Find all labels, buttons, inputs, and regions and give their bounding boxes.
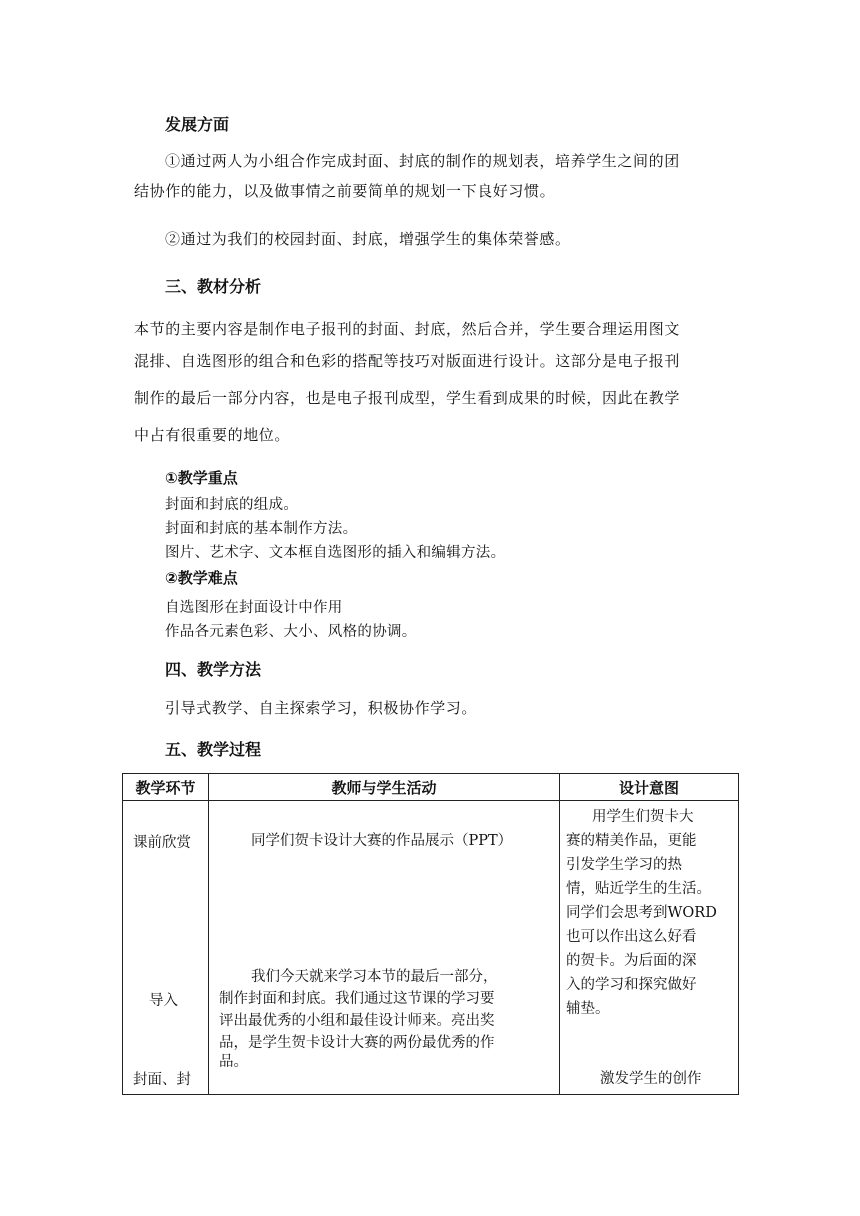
intent-text: 引发学生学习的热 [566, 857, 682, 873]
subheading-key-points: ①教学重点 [165, 469, 238, 487]
section-heading-process: 五、教学过程 [165, 740, 262, 759]
section-heading-materials: 三、教材分析 [165, 277, 262, 296]
section-heading-methods: 四、教学方法 [165, 660, 262, 679]
table-cell-activity [209, 801, 560, 1095]
table-header-cell: 设计意图 [560, 774, 739, 801]
list-item: 作品各元素色彩、大小、风格的协调。 [165, 624, 417, 640]
intent-text: 也可以作出这么好看 [566, 929, 697, 945]
intent-text: 辅垫。 [566, 1001, 610, 1017]
activity-text: 评出最优秀的小组和最佳设计师来。亮出奖 [219, 1013, 495, 1029]
paragraph-line: 结协作的能力，以及做事情之前要简单的规划一下良好习惯。 [134, 182, 556, 200]
table-header-cell: 教学环节 [123, 774, 209, 801]
paragraph-line: 制作的最后一部分内容，也是电子报刊成型，学生看到成果的时候，因此在教学 [134, 389, 681, 407]
intent-text: 的贺卡。为后面的深 [566, 953, 697, 969]
lesson-process-table [122, 773, 739, 1095]
list-item: 图片、艺术字、文本框自选图形的插入和编辑方法。 [165, 545, 506, 561]
activity-text: 制作封面和封底。我们通过这节课的学习要 [219, 991, 495, 1007]
stage-label: 封面、封 [133, 1072, 191, 1088]
table-cell-intent [560, 801, 739, 1095]
paragraph-line: ①通过两人为小组合作完成封面、封底的制作的规划表，培养学生之间的团 [165, 152, 680, 170]
stage-label: 课前欣赏 [133, 835, 191, 851]
table-header-row [123, 774, 739, 801]
intent-text: 入的学习和探究做好 [566, 977, 697, 993]
list-item: 自选图形在封面设计中作用 [165, 600, 343, 616]
table-header-cell: 教师与学生活动 [209, 774, 560, 801]
subheading-difficulties: ②教学难点 [165, 569, 238, 587]
table-row [123, 801, 739, 1095]
table-cell-stage [123, 801, 209, 1095]
paragraph-line: 中占有很重要的地位。 [134, 426, 291, 444]
activity-text: 同学们贺卡设计大赛的作品展示（PPT） [251, 833, 513, 849]
intent-text: 情，贴近学生的生活。 [566, 881, 711, 897]
list-item: 封面和封底的基本制作方法。 [165, 521, 358, 537]
intent-text: 用学生们贺卡大 [592, 809, 694, 825]
paragraph-line: 混排、自选图形的组合和色彩的搭配等技巧对版面进行设计。这部分是电子报刊 [134, 352, 681, 370]
activity-text: 品。 [219, 1054, 248, 1070]
intent-text: 赛的精美作品，更能 [566, 833, 697, 849]
paragraph-line: 引导式教学、自主探索学习，积极协作学习。 [165, 699, 478, 717]
intent-text: 激发学生的创作 [600, 1071, 702, 1087]
intent-text: 同学们会思考到WORD [566, 905, 717, 921]
stage-label: 导入 [149, 993, 178, 1009]
paragraph-line: ②通过为我们的校园封面、封底，增强学生的集体荣誉感。 [165, 230, 571, 248]
activity-text: 我们今天就来学习本节的最后一部分， [251, 969, 498, 985]
list-item: 封面和封底的组成。 [165, 497, 299, 513]
activity-text: 品，是学生贺卡设计大赛的两份最优秀的作 [219, 1035, 495, 1051]
paragraph-line: 本节的主要内容是制作电子报刊的封面、封底，然后合并，学生要合理运用图文 [134, 320, 681, 338]
section-heading-development: 发展方面 [165, 115, 230, 134]
